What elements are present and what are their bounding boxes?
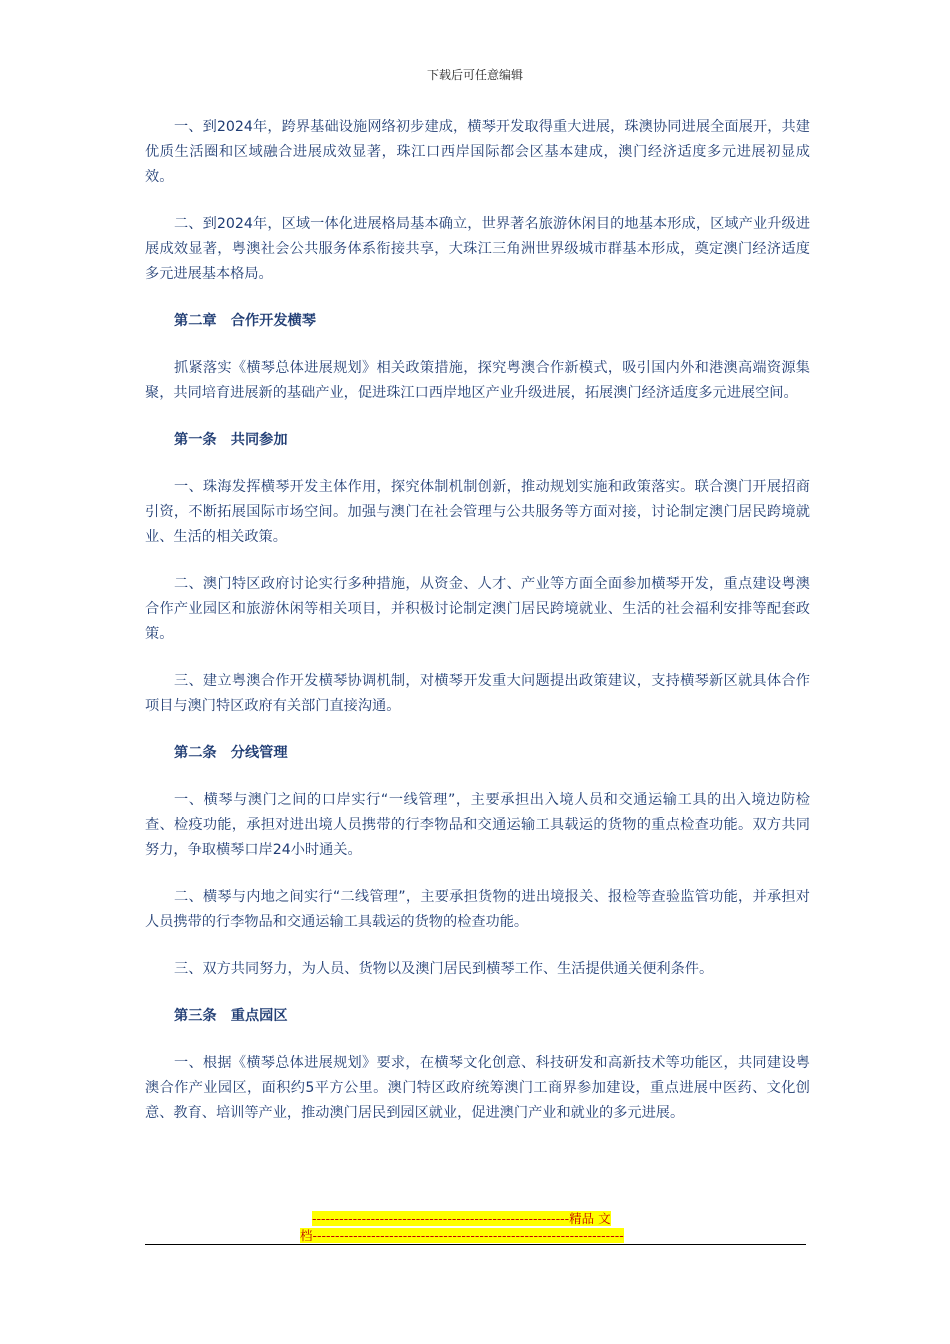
article-heading: 第三条 重点园区 [174,1008,288,1024]
paragraph: 二、横琴与内地之间实行“二线管理”，主要承担货物的进出境报关、报检等查验监管功能，并承担对人员携带的行李物品和交通运输工具载运的货物的检查功能。 [145,889,810,930]
article-heading: 第一条 共同参加 [174,432,288,448]
paragraph: 三、双方共同努力，为人员、货物以及澳门居民到横琴工作、生活提供通关便利条件。 [174,961,714,977]
paragraph: 二、到2024年，区域一体化进展格局基本确立，世界著名旅游休闲目的地基本形成，区域产业升级进展成效显著，粤澳社会公共服务体系衔接共享，大珠江三角洲世界级城市群基本形成，奠定澳门经济适度多元进展基本格局。 [145,216,810,282]
document-body [145,115,810,1148]
paragraph: 抓紧落实《横琴总体进展规划》相关政策措施，探究粤澳合作新模式，吸引国内外和港澳高端资源集聚，共同培育进展新的基础产业，促进珠江口西岸地区产业升级进展，拓展澳门经济适度多元进展空间。 [145,360,810,401]
page-footer [300,1210,650,1244]
paragraph: 一、横琴与澳门之间的口岸实行“一线管理”，主要承担出入境人员和交通运输工具的出入境边防检查、检疫功能，承担对进出境人员携带的行李物品和交通运输工具载运的货物的重点检查功能。双方共同努力，争取横琴口岸24小时通关。 [145,792,810,858]
paragraph: 一、到2024年，跨界基础设施网络初步建成，横琴开发取得重大进展，珠澳协同进展全面展开，共建优质生活圈和区域融合进展成效显著，珠江口西岸国际都会区基本建成，澳门经济适度多元进展初显成效。 [145,119,810,185]
footer-rule [145,1244,806,1245]
page-header: 下载后可任意编辑 [426,68,523,82]
chapter-heading: 第二章 合作开发横琴 [174,313,316,329]
paragraph: 一、珠海发挥横琴开发主体作用，探究体制机制创新，推动规划实施和政策落实。联合澳门开展招商引资，不断拓展国际市场空间。加强与澳门在社会管理与公共服务等方面对接，讨论制定澳门居民跨境就业、生活的相关政策。 [145,479,810,545]
paragraph: 二、澳门特区政府讨论实行多种措施，从资金、人才、产业等方面全面参加横琴开发，重点建设粤澳合作产业园区和旅游休闲等相关项目，并积极讨论制定澳门居民跨境就业、生活的社会福利安排等配套政策。 [145,576,810,642]
footer-line-1: ---------------------------------------------------------精品 文 [312,1211,611,1226]
article-heading: 第二条 分线管理 [174,745,288,761]
footer-line-2: 档--------------------------------------------------------------------- [300,1228,624,1243]
paragraph: 一、根据《横琴总体进展规划》要求，在横琴文化创意、科技研发和高新技术等功能区，共同建设粤澳合作产业园区，面积约5平方公里。澳门特区政府统筹澳门工商界参加建设，重点进展中医药、文化创意、教育、培训等产业，推动澳门居民到园区就业，促进澳门产业和就业的多元进展。 [145,1055,810,1121]
paragraph: 三、建立粤澳合作开发横琴协调机制，对横琴开发重大问题提出政策建议，支持横琴新区就具体合作项目与澳门特区政府有关部门直接沟通。 [145,673,810,714]
